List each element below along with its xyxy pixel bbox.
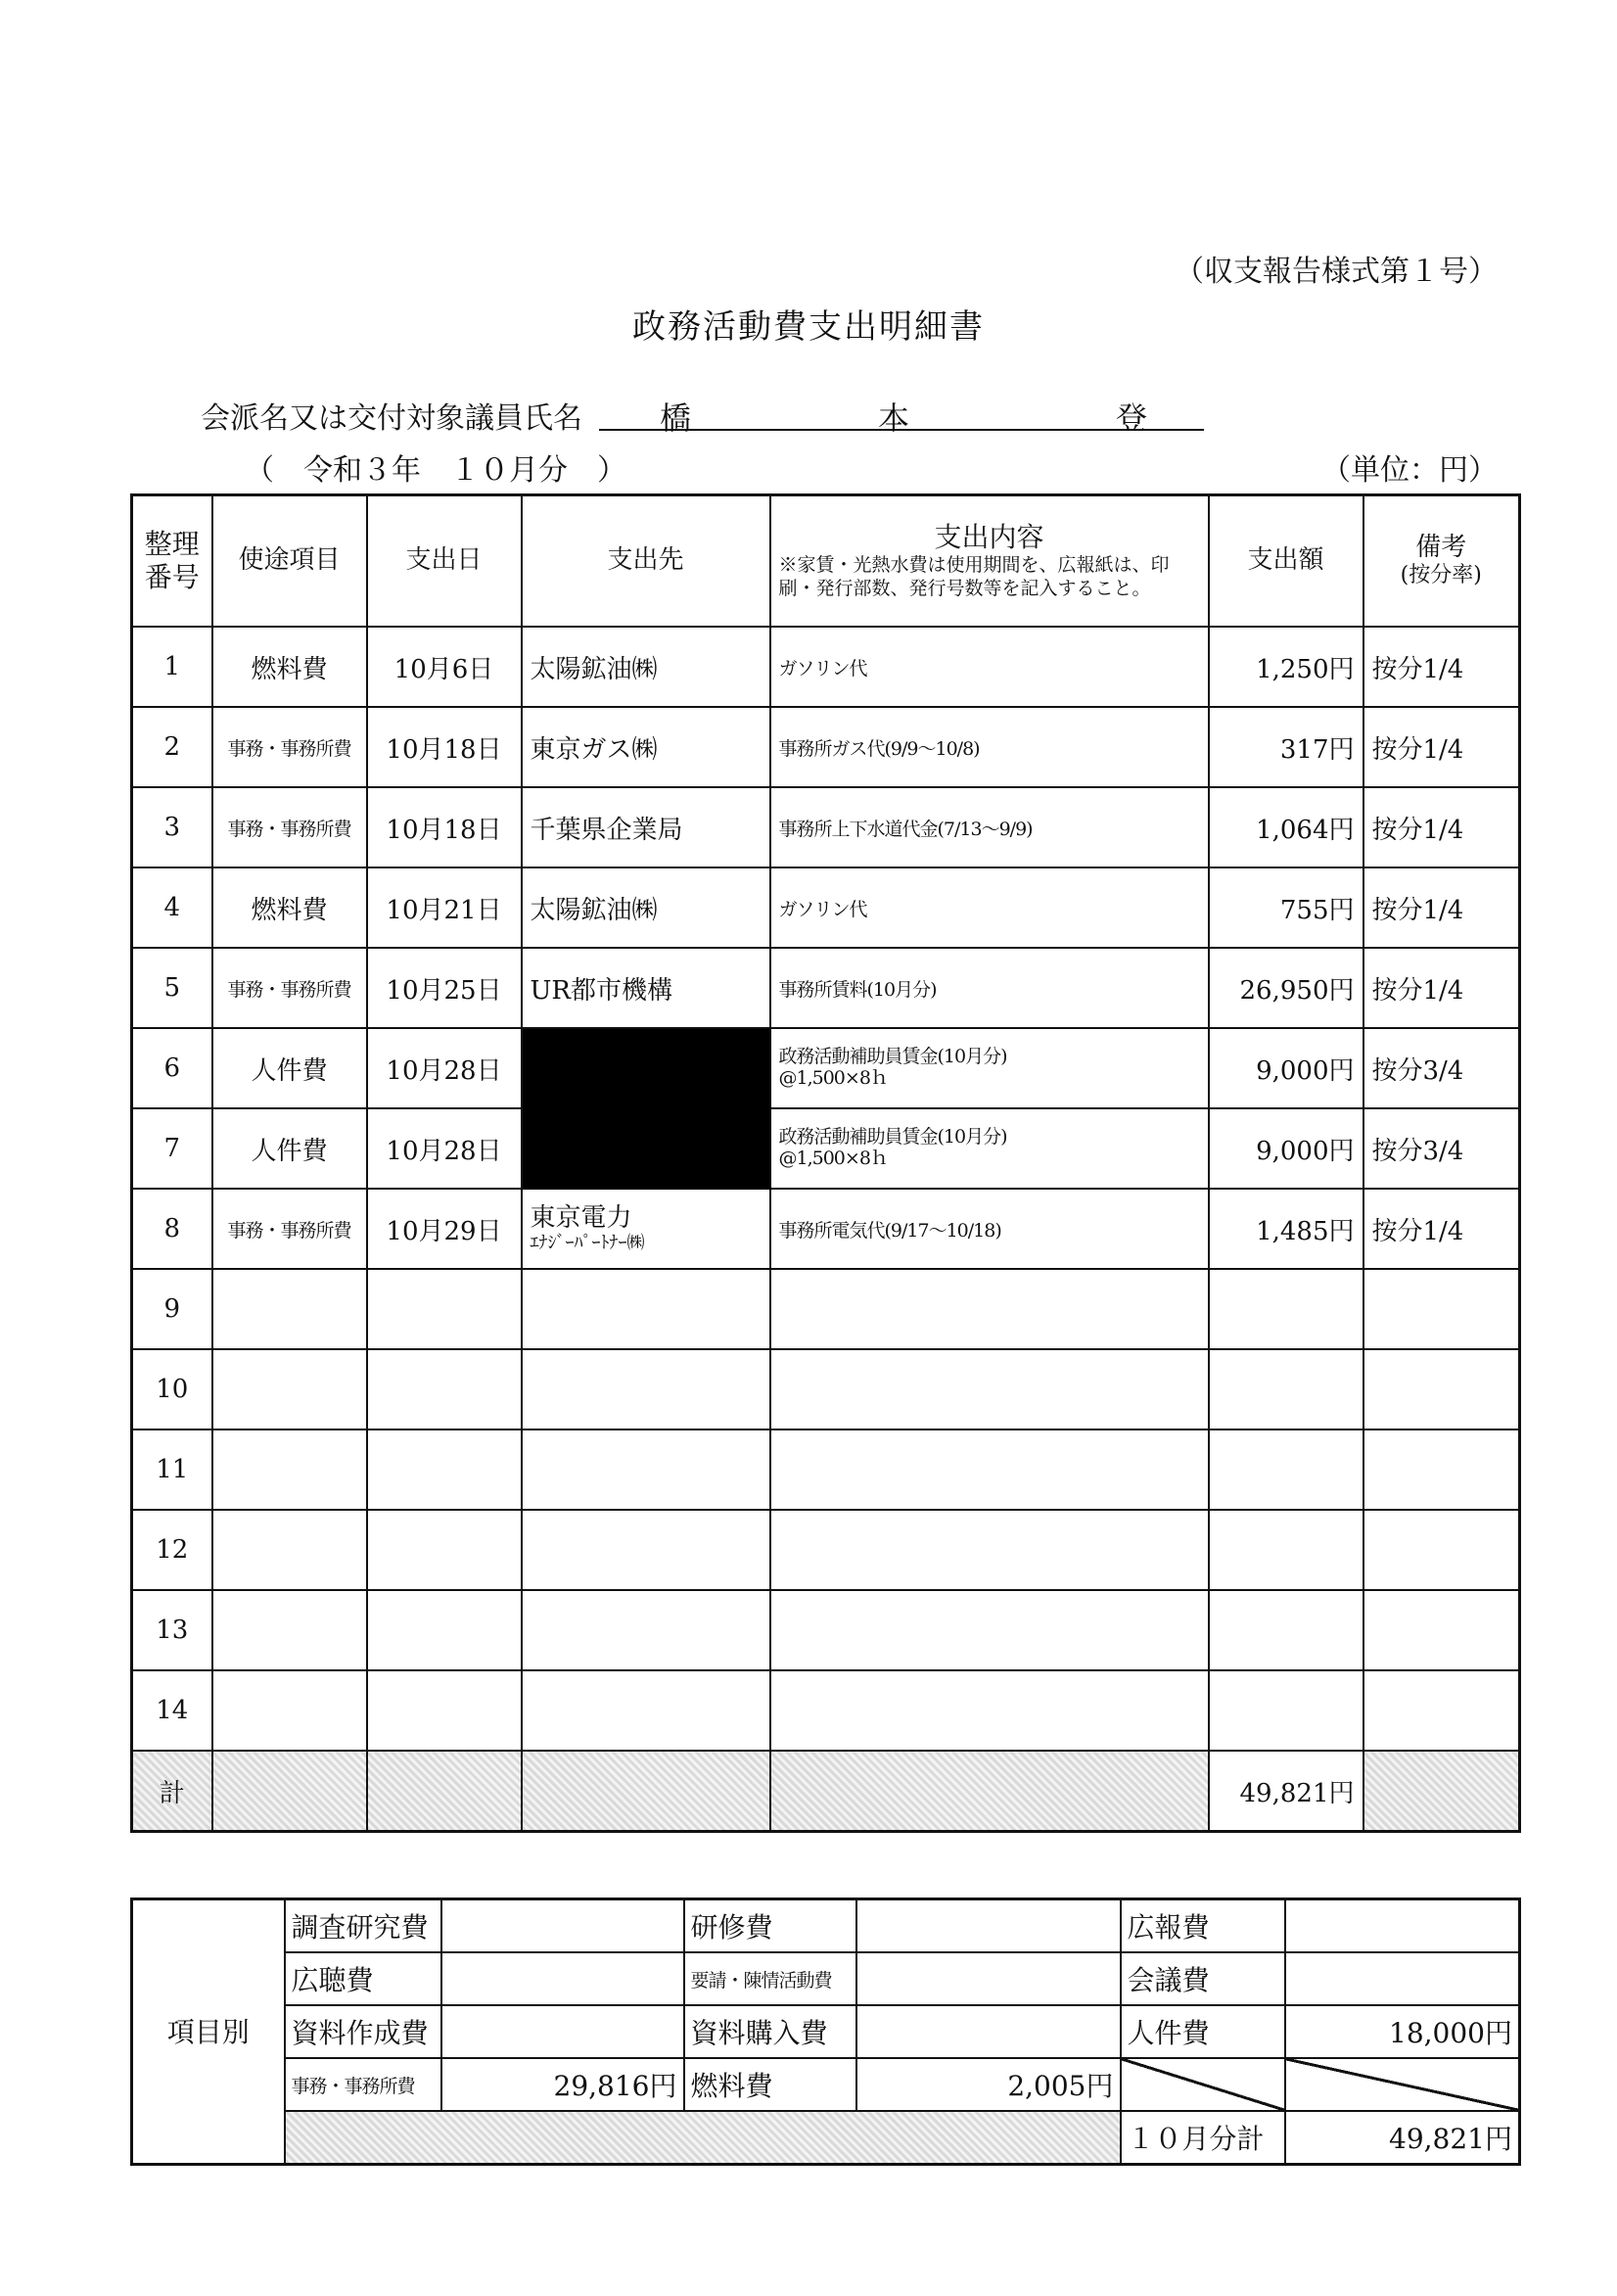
row-payee [522, 1590, 770, 1670]
total-amount: 49,821円 [1209, 1751, 1363, 1832]
row-amount: 317円 [1209, 707, 1363, 787]
row-category: 燃料費 [212, 627, 367, 707]
row-no: 1 [132, 627, 212, 707]
category-label: 要請・陳情活動費 [684, 1952, 856, 2005]
name-char-3: 登 [1116, 399, 1148, 437]
row-remarks [1363, 1269, 1520, 1349]
row-content [770, 1269, 1209, 1349]
category-label: 会議費 [1121, 1952, 1285, 2005]
table-header-row [132, 495, 1520, 628]
table-row [132, 948, 1520, 1028]
row-date [367, 1349, 522, 1429]
row-category [212, 1510, 367, 1590]
row-amount [1209, 1670, 1363, 1751]
row-remarks: 按分1/4 [1363, 627, 1520, 707]
row-content-line2: @1,500×8ｈ [778, 1067, 888, 1089]
row-content [770, 1028, 1209, 1108]
row-content: 事務所ガス代(9/9～10/8) [770, 707, 1209, 787]
row-no: 5 [132, 948, 212, 1028]
header-amount: 支出額 [1209, 495, 1363, 628]
row-content: ガソリン代 [770, 867, 1209, 948]
header-no: 整理番号 [132, 495, 212, 628]
row-remarks: 按分1/4 [1363, 948, 1520, 1028]
table-row [132, 707, 1520, 787]
row-content: ガソリン代 [770, 627, 1209, 707]
row-content [770, 1429, 1209, 1510]
row-content: 事務所上下水道代金(7/13～9/9) [770, 787, 1209, 867]
category-label: 広報費 [1121, 1899, 1285, 1953]
row-no: 8 [132, 1189, 212, 1269]
row-remarks [1363, 1349, 1520, 1429]
table-row [132, 1670, 1520, 1751]
total-shade [212, 1751, 367, 1832]
row-no: 11 [132, 1429, 212, 1510]
header-content-title: 支出内容 [934, 521, 1044, 554]
row-payee [522, 1670, 770, 1751]
row-remarks [1363, 1590, 1520, 1670]
summary-shade [285, 2111, 1121, 2165]
row-no: 4 [132, 867, 212, 948]
row-date: 10月29日 [367, 1189, 522, 1269]
row-date: 10月28日 [367, 1108, 522, 1189]
category-row [132, 2058, 1520, 2111]
category-label: 事務・事務所費 [285, 2058, 441, 2111]
row-category: 事務・事務所費 [212, 1189, 367, 1269]
header-content [770, 495, 1209, 628]
row-no: 10 [132, 1349, 212, 1429]
category-row [132, 2005, 1520, 2058]
row-payee [522, 1269, 770, 1349]
row-amount: 1,250円 [1209, 627, 1363, 707]
row-category [212, 1590, 367, 1670]
row-payee-line2: ｴﾅｼﾞｰﾊﾟｰﾄﾅｰ㈱ [530, 1232, 645, 1253]
row-remarks [1363, 1510, 1520, 1590]
row-category: 事務・事務所費 [212, 948, 367, 1028]
header-category: 使途項目 [212, 495, 367, 628]
row-date: 10月18日 [367, 707, 522, 787]
total-shade [367, 1751, 522, 1832]
unit-label: （単位：円） [1321, 453, 1498, 488]
category-value: 29,816円 [441, 2058, 684, 2111]
category-value [856, 1899, 1121, 1953]
row-content: 事務所電気代(9/17～10/18) [770, 1189, 1209, 1269]
category-row [132, 2111, 1520, 2165]
header-date: 支出日 [367, 495, 522, 628]
category-value [856, 1952, 1121, 2005]
table-row [132, 1429, 1520, 1510]
row-amount [1209, 1429, 1363, 1510]
row-category: 事務・事務所費 [212, 787, 367, 867]
row-amount: 1,064円 [1209, 787, 1363, 867]
report-period: （ 令和３年 １０月分 ） [245, 453, 626, 488]
category-label: 資料購入費 [684, 2005, 856, 2058]
category-summary-table [130, 1898, 1521, 2166]
row-payee: UR都市機構 [522, 948, 770, 1028]
row-no: 14 [132, 1670, 212, 1751]
category-label: 燃料費 [684, 2058, 856, 2111]
row-no: 6 [132, 1028, 212, 1108]
row-payee [522, 1349, 770, 1429]
category-value [856, 2005, 1121, 2058]
row-date [367, 1429, 522, 1510]
row-no: 7 [132, 1108, 212, 1189]
table-row [132, 867, 1520, 948]
category-value: 2,005円 [856, 2058, 1121, 2111]
table-row [132, 1189, 1520, 1269]
category-value [441, 2005, 684, 2058]
header-content-note: ※家賃・光熱水費は使用期間を、広報紙は、印刷・発行部数、発行号数等を記入すること。 [778, 554, 1170, 599]
total-label: 計 [132, 1751, 212, 1832]
row-content [770, 1590, 1209, 1670]
table-row [132, 1349, 1520, 1429]
category-label: 研修費 [684, 1899, 856, 1953]
row-remarks: 按分3/4 [1363, 1108, 1520, 1189]
table-row [132, 627, 1520, 707]
row-content: 事務所賃料(10月分) [770, 948, 1209, 1028]
table-row [132, 1510, 1520, 1590]
total-shade [1363, 1751, 1520, 1832]
table-row [132, 787, 1520, 867]
row-category: 事務・事務所費 [212, 707, 367, 787]
row-payee [522, 1510, 770, 1590]
row-remarks: 按分1/4 [1363, 867, 1520, 948]
row-remarks [1363, 1429, 1520, 1510]
row-amount: 9,000円 [1209, 1108, 1363, 1189]
row-date [367, 1510, 522, 1590]
row-payee-line1: 東京電力 [530, 1202, 632, 1233]
category-label: 人件費 [1121, 2005, 1285, 2058]
name-char-1: 橋 [660, 399, 692, 437]
row-payee [522, 1429, 770, 1510]
form-number: （収支報告様式第１号） [1175, 255, 1498, 289]
row-date: 10月28日 [367, 1028, 522, 1108]
total-row [132, 1751, 1520, 1832]
row-date [367, 1670, 522, 1751]
row-category [212, 1670, 367, 1751]
name-label: 会派名又は交付対象議員氏名 [201, 401, 582, 436]
row-remarks: 按分3/4 [1363, 1028, 1520, 1108]
redacted-payee [522, 1108, 770, 1189]
row-remarks: 按分1/4 [1363, 707, 1520, 787]
row-date: 10月25日 [367, 948, 522, 1028]
table-row [132, 1269, 1520, 1349]
table-row [132, 1108, 1520, 1189]
row-amount [1209, 1590, 1363, 1670]
row-amount: 9,000円 [1209, 1028, 1363, 1108]
row-content-line1: 政務活動補助員賃金(10月分) [778, 1046, 1007, 1068]
category-value [441, 1952, 684, 2005]
row-payee: 千葉県企業局 [522, 787, 770, 867]
row-payee: 太陽鉱油㈱ [522, 867, 770, 948]
row-content-line1: 政務活動補助員賃金(10月分) [778, 1126, 1007, 1148]
page-title: 政務活動費支出明細書 [632, 307, 985, 347]
category-row [132, 1952, 1520, 2005]
row-category [212, 1269, 367, 1349]
expense-table [130, 493, 1521, 1833]
row-content [770, 1510, 1209, 1590]
row-remarks [1363, 1670, 1520, 1751]
name-char-2: 本 [878, 399, 910, 437]
row-amount: 26,950円 [1209, 948, 1363, 1028]
row-payee: 太陽鉱油㈱ [522, 627, 770, 707]
redacted-payee [522, 1028, 770, 1108]
row-category [212, 1349, 367, 1429]
category-value [441, 1899, 684, 1953]
table-row [132, 1028, 1520, 1108]
category-value [1285, 1952, 1520, 2005]
row-remarks: 按分1/4 [1363, 787, 1520, 867]
row-content-line2: @1,500×8ｈ [778, 1148, 888, 1169]
category-label: 広聴費 [285, 1952, 441, 2005]
category-row-head: 項目別 [132, 1899, 285, 2165]
total-shade [522, 1751, 770, 1832]
row-no: 3 [132, 787, 212, 867]
member-name [599, 390, 1204, 437]
row-amount: 1,485円 [1209, 1189, 1363, 1269]
row-category [212, 1429, 367, 1510]
header-remarks [1363, 495, 1520, 628]
category-value [1285, 1899, 1520, 1953]
row-no: 13 [132, 1590, 212, 1670]
row-category: 人件費 [212, 1108, 367, 1189]
header-remarks-title: 備考 [1415, 533, 1467, 563]
diagonal-empty-cell [1121, 2058, 1285, 2111]
category-label: 資料作成費 [285, 2005, 441, 2058]
row-category: 燃料費 [212, 867, 367, 948]
month-total-label: １０月分計 [1121, 2111, 1285, 2165]
row-date [367, 1590, 522, 1670]
row-remarks: 按分1/4 [1363, 1189, 1520, 1269]
row-no: 9 [132, 1269, 212, 1349]
row-amount [1209, 1269, 1363, 1349]
table-row [132, 1590, 1520, 1670]
row-payee: 東京ガス㈱ [522, 707, 770, 787]
row-amount [1209, 1510, 1363, 1590]
month-total-value: 49,821円 [1285, 2111, 1520, 2165]
category-label: 調査研究費 [285, 1899, 441, 1953]
row-category: 人件費 [212, 1028, 367, 1108]
row-amount: 755円 [1209, 867, 1363, 948]
row-date [367, 1269, 522, 1349]
row-date: 10月6日 [367, 627, 522, 707]
diagonal-empty-cell [1285, 2058, 1520, 2111]
row-no: 2 [132, 707, 212, 787]
row-content [770, 1349, 1209, 1429]
row-date: 10月18日 [367, 787, 522, 867]
row-date: 10月21日 [367, 867, 522, 948]
row-payee [522, 1189, 770, 1269]
category-row [132, 1899, 1520, 1953]
row-content [770, 1670, 1209, 1751]
header-payee: 支出先 [522, 495, 770, 628]
row-content [770, 1108, 1209, 1189]
category-value: 18,000円 [1285, 2005, 1520, 2058]
row-amount [1209, 1349, 1363, 1429]
row-no: 12 [132, 1510, 212, 1590]
total-shade [770, 1751, 1209, 1832]
header-remarks-sub: (按分率) [1400, 563, 1482, 588]
